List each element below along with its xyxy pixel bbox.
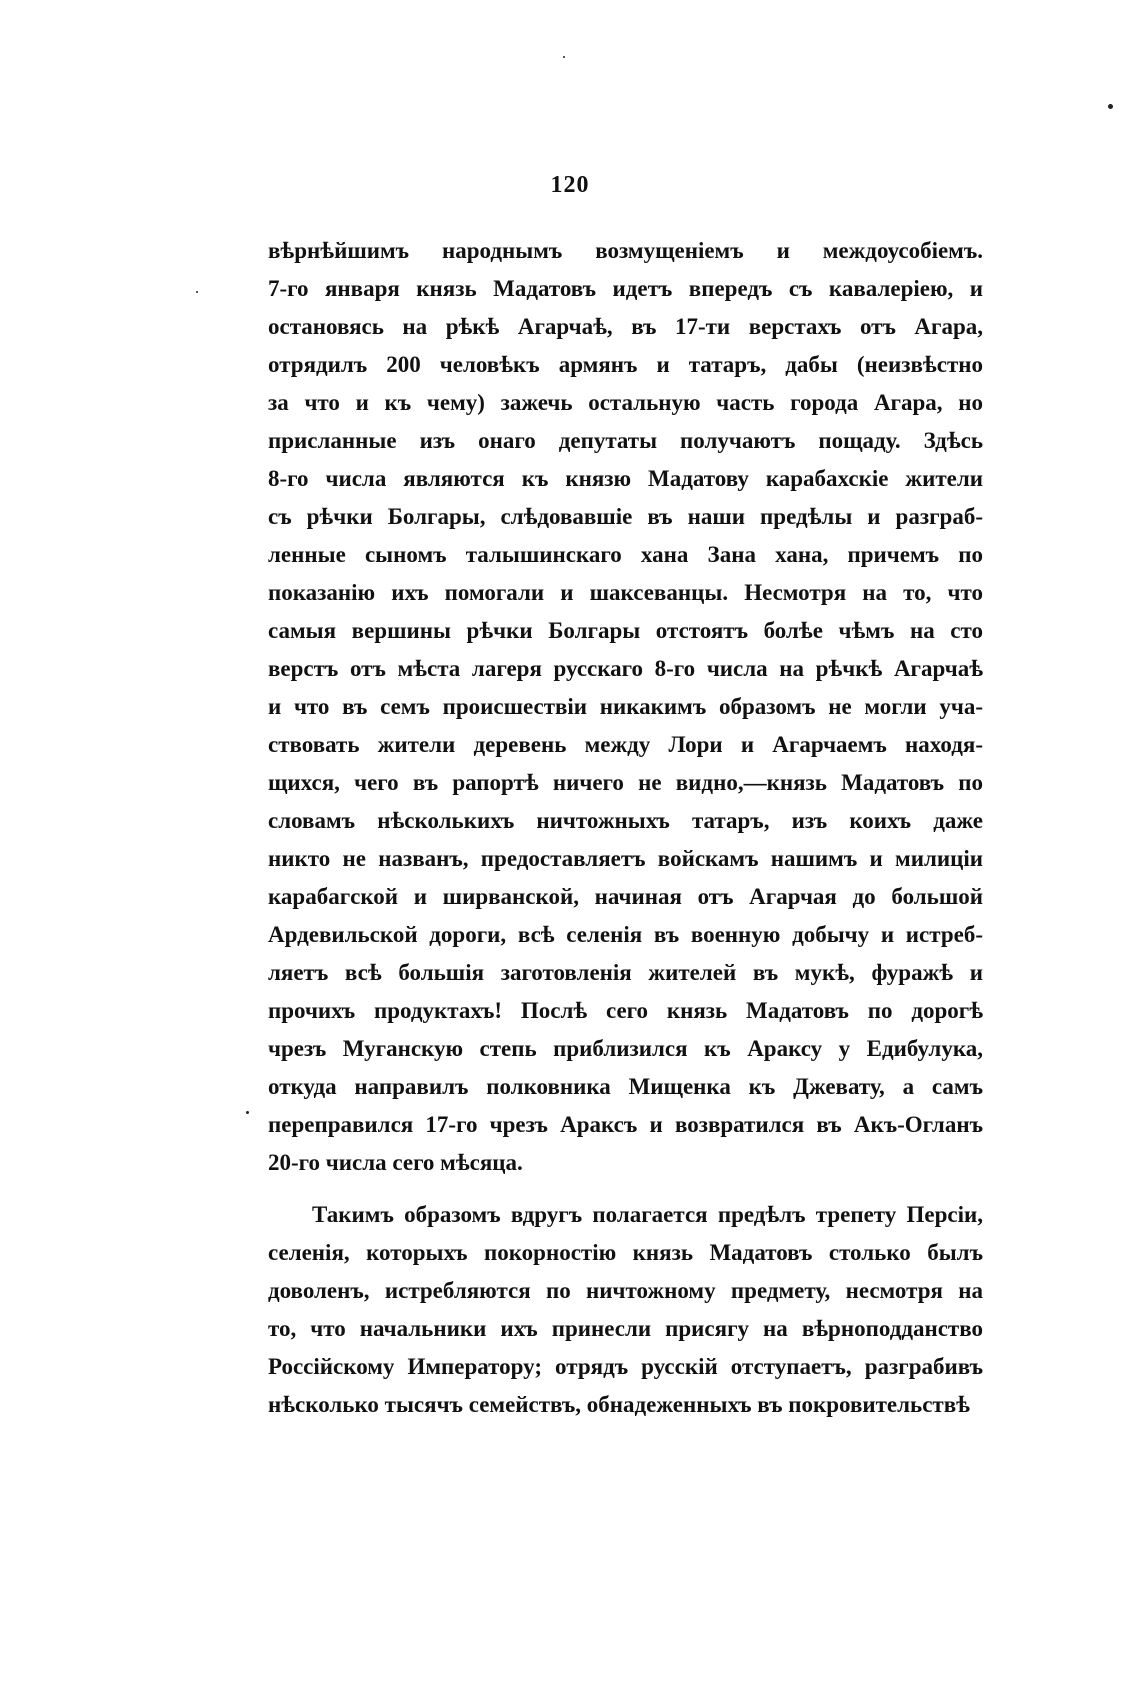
text-line: за что и къ чему) зажечь остальную часть города Агара, но [268,390,983,415]
text-line: Ардевильской дороги, всѣ селенія въ военную добычу и истреб- [268,922,983,947]
text-line: 20-го числа сего мѣсяца. [268,1150,523,1175]
text-line: селенія, которыхъ покорностію князь Мадатовъ столько былъ [268,1240,983,1265]
text-line: ляетъ всѣ большія заготовленія жителей въ мукѣ, фуражѣ и [268,960,983,985]
text-line: Такимъ образомъ вдругъ полагается предѣлъ трепету Персіи, [312,1202,983,1227]
text-line: отрядилъ 200 человѣкъ армянъ и татаръ, дабы (неизвѣстно [268,352,983,377]
text-line: остановясь на рѣкѣ Агарчаѣ, въ 17-ти верстахъ отъ Агара, [268,314,983,339]
text-line: и что въ семъ происшествіи никакимъ образомъ не могли уча- [268,694,983,719]
text-line: 7-го января князь Мадатовъ идетъ впередъ съ кавалеріею, и [268,276,983,301]
text-line: словамъ нѣсколькихъ ничтожныхъ татаръ, изъ коихъ даже [268,808,983,833]
text-line: показанію ихъ помогали и шаксеванцы. Несмотря на то, что [268,580,983,605]
text-line: доволенъ, истребляются по ничтожному предмету, несмотря на [268,1278,983,1303]
paragraph [268,232,983,1182]
text-line: 8-го числа являются къ князю Мадатову карабахскіе жители [268,466,983,491]
page-number: 120 [550,172,590,198]
text-line: прочихъ продуктахъ! Послѣ сего князь Мадатовъ по дорогѣ [268,998,983,1023]
scan-speck [563,56,565,58]
text-line: присланные изъ онаго депутаты получаютъ пощаду. Здѣсь [268,428,983,453]
text-line: ствовать жители деревень между Лори и Агарчаемъ находя- [268,732,983,757]
text-line: то, что начальники ихъ принесли присягу на вѣрноподданство [268,1316,983,1341]
text-line: самыя вершины рѣчки Болгары отстоятъ болѣе чѣмъ на сто [268,618,983,643]
text-line: ленные сыномъ талышинскаго хана Зана хана, причемъ по [268,542,983,567]
body-text [268,232,983,1424]
text-line: съ рѣчки Болгары, слѣдовавшіе въ наши предѣлы и разграб- [268,504,983,529]
text-line: чрезъ Муганскую степь приблизился къ Араксу у Едибулука, [268,1036,983,1061]
paragraph [268,1196,983,1424]
scan-speck [196,291,198,293]
text-line: переправился 17-го чрезъ Араксъ и возвратился въ Акъ-Огланъ [268,1112,983,1137]
text-line: Россійскому Императору; отрядъ русскій отступаетъ, разграбивъ [268,1354,983,1379]
text-line: нѣсколько тысячъ семействъ, обнадеженныхъ въ покровительствѣ [268,1392,970,1417]
text-line: вѣрнѣйшимъ народнымъ возмущеніемъ и междоусобіемъ. [268,238,983,263]
text-line: никто не названъ, предоставляетъ войскамъ нашимъ и милиціи [268,846,983,871]
text-line: карабагской и ширванской, начиная отъ Агарчая до большой [268,884,983,909]
text-line: откуда направилъ полковника Мищенка къ Джевату, а самъ [268,1074,983,1099]
text-line: верстъ отъ мѣста лагеря русскаго 8-го числа на рѣчкѣ Агарчаѣ [268,656,983,681]
text-line: щихся, чего въ рапортѣ ничего не видно,—князь Мадатовъ по [268,770,983,795]
scan-speck [246,1111,249,1114]
scan-speck [1108,104,1113,109]
